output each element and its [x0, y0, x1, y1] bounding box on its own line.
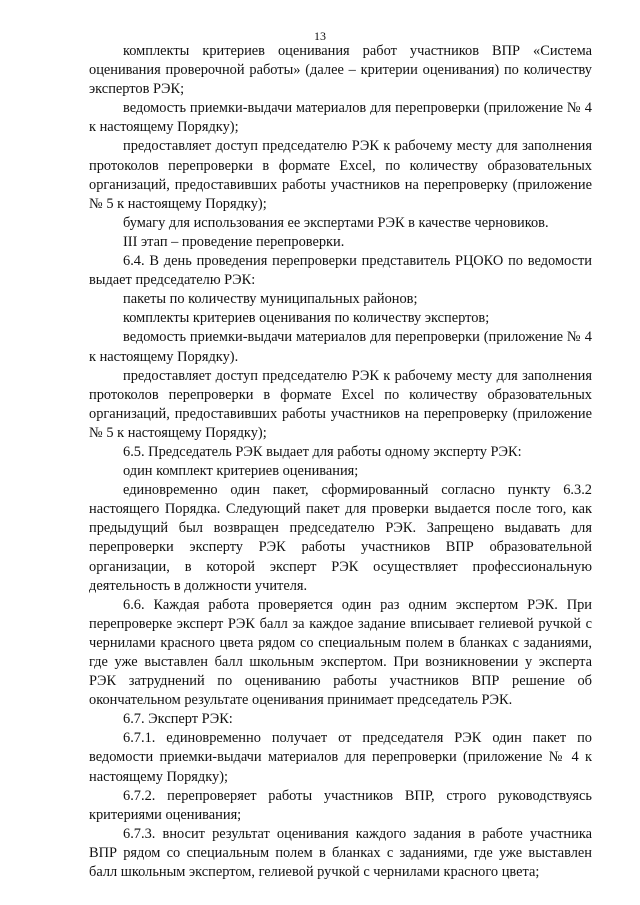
paragraph: единовременно один пакет, сформированный согласно пункту 6.3.2 настоящего Порядка. Следующий пакет для проверки выдается после того, как предыдущий был возвращен председателю РЭК. Запрещено выдавать для перепроверки эксперту РЭК работы участников ВПР образовательной организации, в которой эксперт РЭК осуществляет профессиональную деятельность в должности учителя.: [89, 482, 592, 594]
paragraph: предоставляет доступ председателю РЭК к рабочему месту для заполнения протоколов перепроверки в формате Excel по количеству образовательных организаций, предоставивших работы участников на перепроверку (приложение № 5 к настоящему Порядку);: [89, 367, 592, 441]
paragraph: один комплект критериев оценивания;: [123, 463, 359, 480]
paragraph: комплекты критериев оценивания по количеству экспертов;: [123, 310, 490, 327]
paragraph: бумагу для использования ее экспертами РЭК в качестве черновиков.: [123, 214, 549, 231]
paragraph: 6.7.1. единовременно получает от председателя РЭК один пакет по ведомости приемки-выдачи материалов для перепроверки (приложение № 4 к настоящему Порядку);: [89, 730, 592, 785]
paragraph: ведомость приемки-выдачи материалов для перепроверки (приложение № 4 к настоящему Порядку).: [89, 329, 592, 365]
paragraph: 6.4. В день проведения перепроверки представитель РЦОКО по ведомости выдает председателю РЭК:: [89, 253, 592, 289]
paragraph: предоставляет доступ председателю РЭК к рабочему месту для заполнения протоколов перепроверки в формате Excel, по количеству образовательных организаций, предоставивших работы участников на перепроверку (приложение № 5 к настоящему Порядку);: [89, 138, 592, 212]
section-heading: III этап – проведение перепроверки.: [123, 233, 345, 250]
page-number: 13: [314, 29, 326, 43]
paragraph: 6.7.3. вносит результат оценивания каждого задания в работе участника ВПР рядом со специальным полем в бланках с заданиями, где уже выставлен балл школьным экспертом, гелиевой ручкой с чернилами красного цвета;: [89, 825, 592, 881]
paragraph: комплекты критериев оценивания работ участников ВПР «Система оценивания проверочной работы» (далее – критерии оценивания) по количеству экспертов РЭК;: [89, 43, 592, 98]
paragraph: 6.7. Эксперт РЭК:: [123, 711, 233, 728]
paragraph: пакеты по количеству муниципальных районов;: [123, 291, 418, 308]
paragraph: ведомость приемки-выдачи материалов для перепроверки (приложение № 4 к настоящему Порядку);: [89, 100, 592, 136]
paragraph: 6.5. Председатель РЭК выдает для работы одному эксперту РЭК:: [123, 443, 522, 460]
paragraph: 6.6. Каждая работа проверяется один раз одним экспертом РЭК. При перепроверке эксперт РЭК балл за каждое задание вписывает гелиевой ручкой с чернилами красного цвета рядом со специальным полем в бланках с заданиями, где уже выставлен балл школьным экспертом. При возникновении у эксперта РЭК затруднений по оцениванию работы участников ВПР решение об окончательном результате оценивания принимает председатель РЭК.: [89, 596, 592, 709]
document-body: [89, 42, 592, 882]
paragraph: 6.7.2. перепроверяет работы участников ВПР, строго руководствуясь критериями оценивания;: [89, 787, 592, 823]
